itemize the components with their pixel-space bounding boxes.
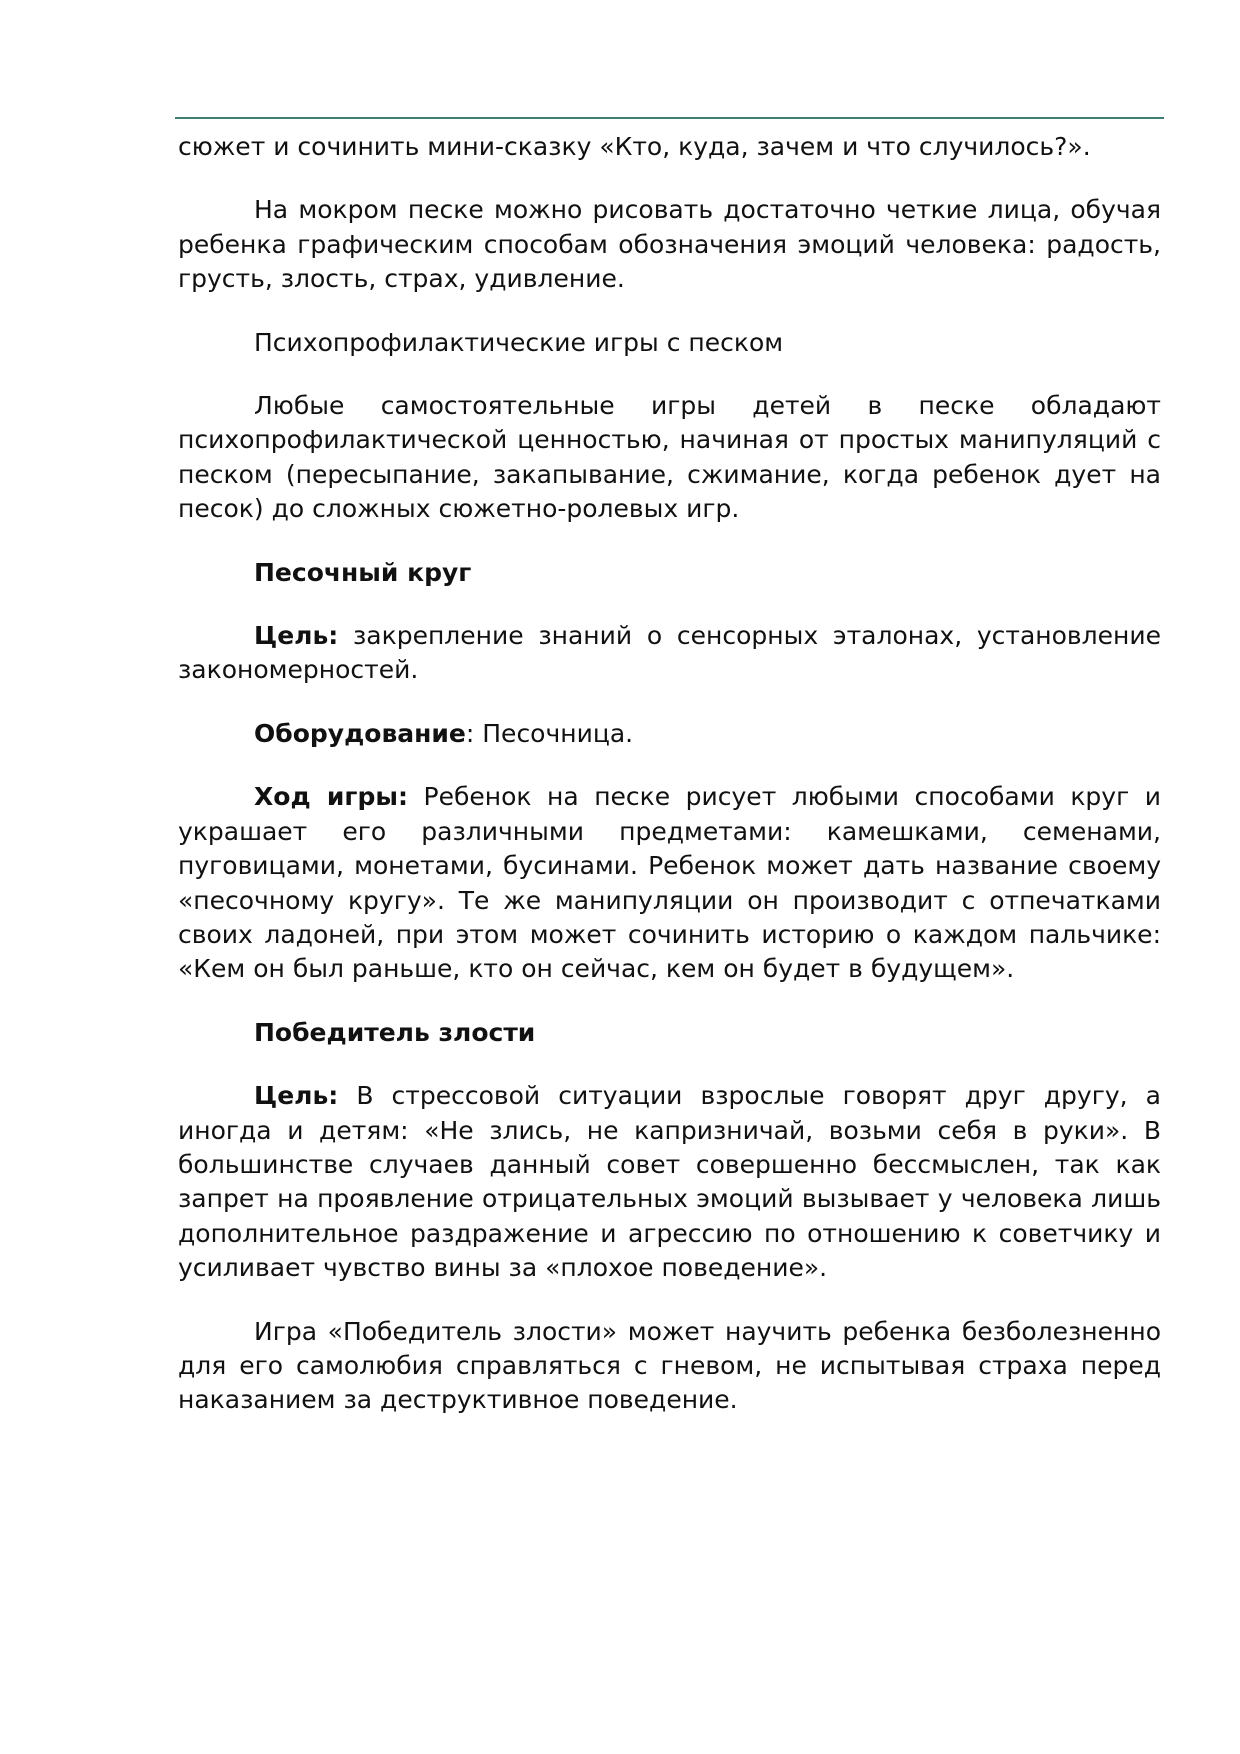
- paragraph-text: сюжет и сочинить мини-сказку «Кто, куда, зачем и что случилось?».: [178, 132, 1091, 161]
- paragraph-text: Ребенок на песке рисует любыми способами круг и украшает его различными предметами: камешками, семенами, пуговицами, монетами, бусинами. Ребенок может дать название своему «песочному кругу». Те же манипуляции он производит с отпечатками своих ладоней, при этом может сочинить историю о каждом пальчике: «Кем он был раньше, кто он сейчас, кем он будет в будущем».: [178, 782, 1161, 984]
- paragraph-text: : Песочница.: [465, 718, 634, 748]
- paragraph-text: В стрессовой ситуации взрослые говорят друг другу, а иногда и детям: «Не злись, не капризничай, возьми себя в руки». В большинстве случаев данный совет совершенно бессмыслен, так как запрет на проявление отрицательных эмоций вызывает у человека лишь дополнительное раздражение и агрессию по отношению к советчику и усиливает чувство вины за «плохое поведение».: [178, 1081, 1161, 1283]
- paragraph-continuation: [178, 130, 1161, 164]
- game-title: Победитель злости: [254, 1017, 536, 1047]
- bold-label: Оборудование: [254, 718, 466, 748]
- paragraph-text: На мокром песке можно рисовать достаточно четкие лица, обучая ребенка графическим способам обозначения эмоций человека: радость, грусть, злость, страх, удивление.: [178, 195, 1161, 294]
- bold-label: Цель:: [254, 621, 339, 651]
- bold-label: Ход игры:: [254, 782, 408, 812]
- header-rule: [175, 117, 1164, 119]
- game-title-sand-circle: [178, 556, 1161, 590]
- paragraph-text: Игра «Победитель злости» может научить ребенка безболезненно для его самолюбия справляться с гневом, не испытывая страха перед наказанием за деструктивное поведение.: [178, 1316, 1161, 1415]
- bold-label: Цель:: [254, 1081, 339, 1111]
- paragraph-text: Психопрофилактические игры с песком: [254, 327, 784, 357]
- game-title-anger-winner: [178, 1016, 1161, 1050]
- paragraph-goal-1: [178, 619, 1161, 688]
- page-body: [178, 130, 1161, 1447]
- paragraph-game-description: [178, 1315, 1161, 1418]
- section-heading-psychoprophylactic: [178, 326, 1161, 360]
- paragraph-free-play: [178, 389, 1161, 527]
- paragraph-goal-2: [178, 1079, 1161, 1285]
- paragraph-text: Любые самостоятельные игры детей в песке обладают психопрофилактической ценностью, начиная от простых манипуляций с песком (пересыпание, закапывание, сжимание, когда ребенок дует на песок) до сложных сюжетно-ролевых игр.: [178, 391, 1161, 524]
- paragraph-game-process: [178, 780, 1161, 986]
- game-title: Песочный круг: [254, 557, 472, 587]
- paragraph-text: закрепление знаний о сенсорных эталонах, установление закономерностей.: [178, 621, 1161, 685]
- paragraph-wet-sand: [178, 193, 1161, 296]
- paragraph-equipment: [178, 717, 1161, 751]
